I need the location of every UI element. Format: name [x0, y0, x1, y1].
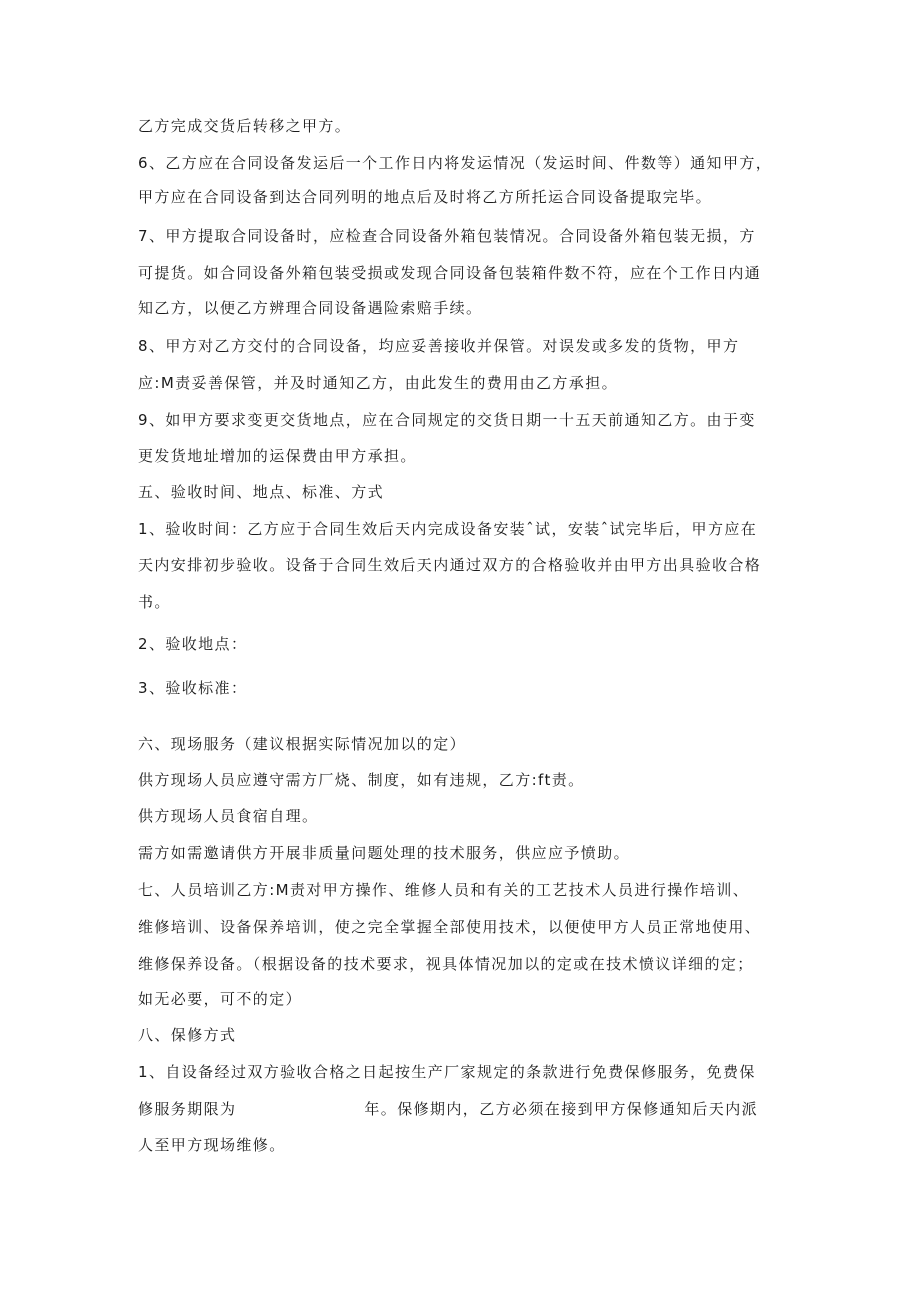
text-line: 如无必要，可不的定）: [138, 990, 303, 1008]
text-line: 1、验收时间：乙方应于合同生效后天内完成设备安装ˆ试，安装ˆ试完毕后，甲方应在: [138, 520, 758, 538]
section-heading: 七、人员培训乙方:M责对甲方操作、维修人员和有关的工艺技术人员进行操作培训、: [138, 881, 750, 899]
text-line: 人至甲方现场维修。: [138, 1136, 286, 1154]
text-line: 需方如需邀请供方开展非质量问题处理的技术服务，供应应予愤助。: [138, 844, 631, 862]
text-line: 供方现场人员应遵守需方厂烧、制度，如有违规，乙方:ft责。: [138, 771, 585, 789]
text-line: 知乙方，以便乙方辨理合同设备遇险索赔手续。: [138, 299, 483, 317]
text-line: 应:M责妥善保管，并及时通知乙方，由此发生的费用由乙方承担。: [138, 374, 618, 392]
text-line: 甲方应在合同设备到达合同列明的地点后及时将乙方所托运合同设备提取完毕。: [138, 188, 713, 206]
text-line: [138, 1099, 798, 1119]
section-heading: 五、验收时间、地点、标准、方式: [138, 483, 385, 501]
text-line: 7、甲方提取合同设备时，应检查合同设备外箱包装情况。合同设备外箱包装无损，方: [138, 227, 756, 245]
text-line: 可提货。如合同设备外箱包装受损或发现合同设备包装箱件数不符，应在个工作日内通: [138, 264, 762, 282]
text-line: 维修保养设备。（根据设备的技术要求，视具体情况加以的定或在技术愤议详细的定；: [138, 955, 754, 973]
text-line: 乙方完成交货后转移之甲方。: [138, 117, 352, 135]
text-line: 1、自设备经过双方验收合格之日起按生产厂家规定的条款进行免费保修服务，免费保: [138, 1063, 756, 1081]
text-line: 8、甲方对乙方交付的合同设备，均应妥善接收并保管。对误发或多发的货物，甲方: [138, 337, 740, 355]
text-line: 书。: [138, 593, 171, 611]
text-line: 维修培训、设备保养培训，使之完全掌握全部使用技术，以便使甲方人员正常地使用、: [138, 918, 762, 936]
warranty-period-text: 年。保修期内，乙方必须在接到甲方保修通知后天内派: [364, 1100, 759, 1118]
text-line: 9、如甲方要求变更交货地点，应在合同规定的交货日期一十五天前通知乙方。由于变: [138, 411, 756, 429]
warranty-period-label: 修服务期限为: [138, 1100, 237, 1118]
text-line: 6、乙方应在合同设备发运后一个工作日内将发运情况（发运时间、件数等）通知甲方，: [138, 154, 773, 172]
text-line: 天内安排初步验收。设备于合同生效后天内通过双方的合格验收并由甲方出具验收合格: [138, 556, 762, 574]
text-line: 更发货地址增加的运保费由甲方承担。: [138, 447, 417, 465]
section-heading: 六、现场服务（建议根据实际情况加以的定）: [138, 735, 467, 753]
section-heading: 八、保修方式: [138, 1026, 237, 1044]
text-line: 3、验收标准：: [138, 679, 248, 697]
text-line: 2、验收地点：: [138, 635, 248, 653]
text-line: 供方现场人员食宿自理。: [138, 807, 319, 825]
